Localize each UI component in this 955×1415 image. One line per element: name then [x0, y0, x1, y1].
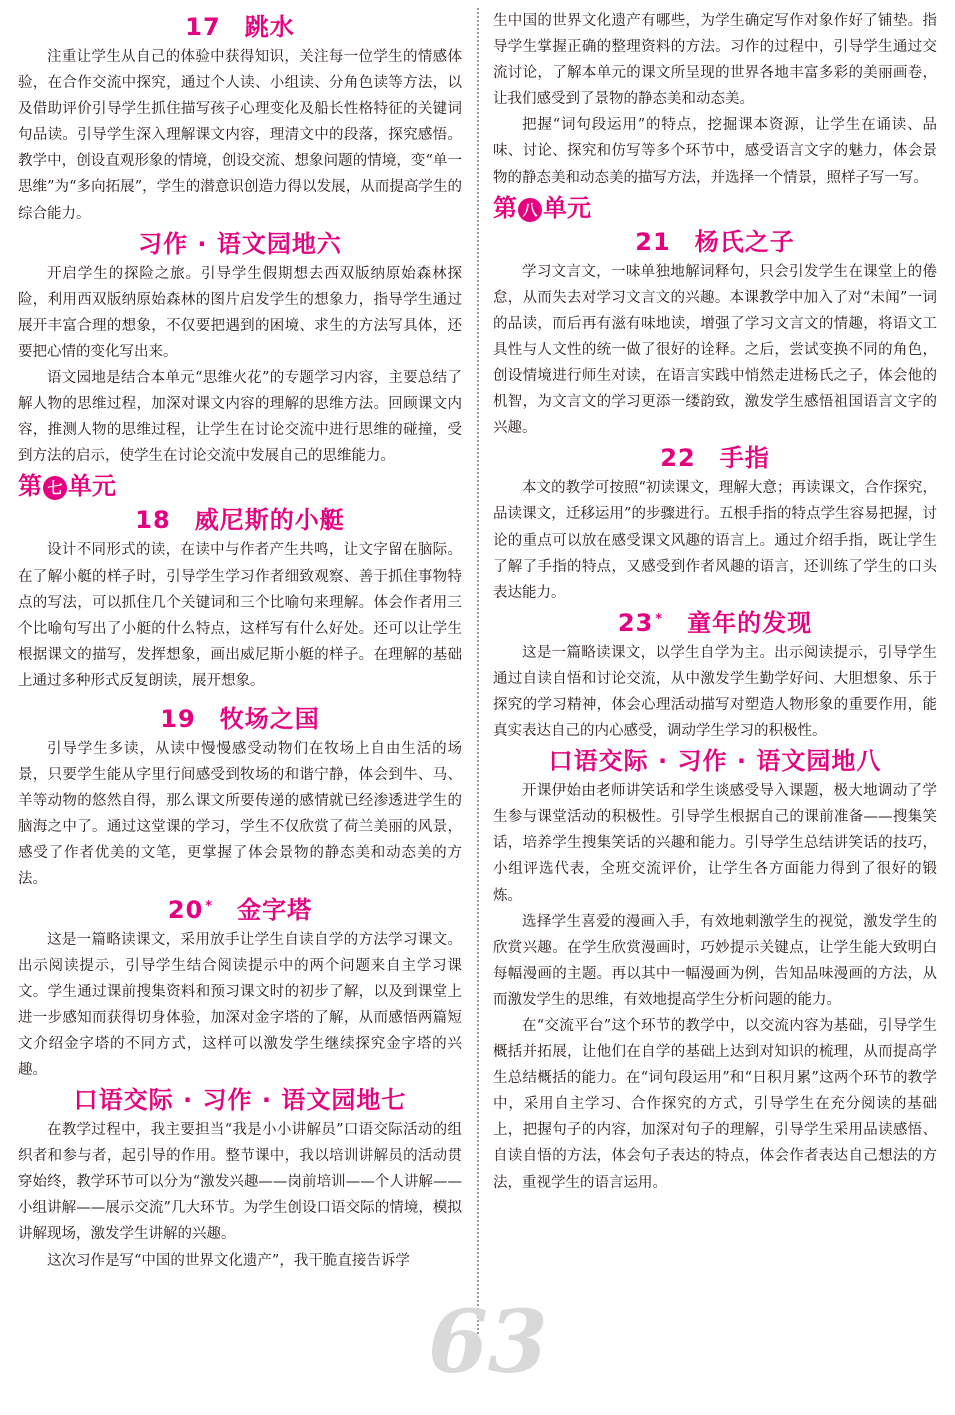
section-title-19: 19 牧场之国: [160, 704, 320, 733]
paragraph: 选择学生喜爱的漫画入手，有效地刺激学生的视觉，激发学生的欣赏兴趣。在学生欣赏漫画时，巧妙提示关键点，让学生能大致明白每幅漫画的主题。再以其中一幅漫画为例，告知品味漫画的方法，从而激发学生的思维，有效地提高学生分析问题的能力。: [493, 913, 937, 1008]
paragraph: 在“交流平台”这个环节的教学中，以交流内容为基础，引导学生概括并拓展，让他们在自学的基础上达到对知识的梳理，从而提高学生总结概括的能力。在“词句段运用”和“日积月累”这两个环节的教学中，采用自主学习、合作探究的方式，引导学生在充分阅读的基础上，把握句子的内容，加深对句子的理解，引导学生采用品读感悟、自读自悟的方法，体会句子表达的特点，体会作者表达自己想法的方法，重视学生的语言运用。: [493, 1018, 937, 1191]
paragraph: 语文园地是结合本单元“思维火花”的专题学习内容，主要总结了解人物的思维过程，加深对课文内容的理解的思维方法。回顾课文内容，推测人物的思维过程，让学生在讨论交流中进行思维的碰撞，受到方法的启示，使学生在讨论交流中发展自己的思维能力。: [18, 370, 462, 465]
paragraph: 学习文言文，一味单独地解词释句，只会引发学生在课堂上的倦怠，从而失去对学习文言文的兴趣。本课教学中加入了对“未闻”一词的品读，而后再有滋有味地读，增强了学习文言文的情趣，将语文工具性与人文性的统一做了很好的诠释。之后，尝试变换不同的角色，创设情境进行师生对读，在语言实践中悄然走进杨氏之子，体会他的机智，为文言文的学习更添一缕韵致，激发学生感悟祖国语言文字的兴趣。: [493, 263, 937, 437]
section-title-writing-6: 习作 · 语文园地六: [138, 229, 342, 258]
paragraph: 设计不同形式的读，在读中与作者产生共鸣，让文字留在脑际。在了解小艇的样子时，引导学生学习作者细致观察、善于抓住事物特点的写法，可以抓住几个关键词和三个比喻句来理解。体会作者用三个比喻句写出了小艇的什么特点，这样写有什么好处。还可以让学生根据课文的描写，发挥想象，画出威尼斯小艇的样子。在理解的基础上通过多种形式反复朗读，展开想象。: [18, 542, 462, 689]
page-number: 63: [428, 1292, 548, 1393]
paragraph: 在教学过程中，我主要担当“我是小小讲解员”口语交际活动的组织者和参与者，起引导的作用。整节课中，我以培训讲解员的活动贯穿始终，教学环节可以分为“激发兴趣——岗前培训——个人讲解——小组讲解——展示交流”几大环节。为学生创设口语交际的情境，模拟讲解现场，激发学生讲解的兴趣。: [18, 1122, 462, 1243]
section-title-23: 23 * 童年的发现: [617, 608, 813, 637]
paragraph: 这次习作是写“中国的世界文化遗产”，我干脆直接告诉学: [47, 1252, 410, 1269]
paragraph: 这是一篇略读课文，采用放手让学生自读自学的方法学习课文。出示阅读提示，引导学生结合阅读提示中的两个问题来自主学习课文。学生通过课前搜集资料和预习课文时的初步了解，以及到课堂上进一步感知而获得切身体验，加深对金字塔的了解，从而感悟两篇短文介绍金字塔的不同方式，这样可以激发学生继续探究金字塔的兴趣。: [18, 931, 462, 1078]
left-column: [18, 0, 462, 1274]
column-divider: [477, 8, 479, 1338]
unit-heading-8: 第 八 单元: [493, 193, 591, 222]
unit-number-badge: 八: [518, 198, 542, 222]
right-column: [493, 0, 937, 1196]
paragraph: 这是一篇略读课文，以学生自学为主。出示阅读提示，引导学生通过自读自悟和讨论交流，从中激发学生勤学好问、大胆想象、乐于探究的学习精神，体会心理活动描写对塑造人物形象的重要作用，能真实表达自己的内心感受，调动学生学习的积极性。: [493, 644, 937, 740]
paragraph: 把握“词句段运用”的特点，挖掘课本资源，让学生在诵读、品味、讨论、探究和仿写等多个环节中，感受语言文字的魅力，体会景物的静态美和动态美的描写方法，并选择一个情景，照样子写一写。: [493, 117, 937, 186]
section-title-oral-7: 口语交际 · 习作 · 语文园地七: [73, 1086, 407, 1115]
unit-heading-7: 第 七 单元: [18, 472, 116, 501]
paragraph: 开启学生的探险之旅。引导学生假期想去西双版纳原始森林探险，利用西双版纳原始森林的图片启发学生的想象力，指导学生通过展开丰富合理的想象，不仅要把遇到的困境、求生的方法写具体，还要把心情的变化写出来。: [18, 265, 462, 360]
paragraph: 注重让学生从自己的体验中获得知识，关注每一位学生的情感体验，在合作交流中探究，通过个人读、小组读、分角色读等方法，以及借助评价引导学生抓住描写孩子心理变化及船长性格特征的关键词句品读。引导学生深入理解课文内容，理清文中的段落，探究感悟。教学中，创设直观形象的情境，创设交流、想象问题的情境，变“单一思维”为“多向拓展”，学生的潜意识创造力得以发展，从而提高学生的综合能力。: [18, 49, 462, 222]
section-title-21: 21 杨氏之子: [635, 227, 795, 256]
section-title-18: 18 威尼斯的小艇: [135, 506, 345, 535]
section-title-17: 17 跳水: [185, 13, 295, 41]
section-title-oral-8: 口语交际 · 习作 · 语文园地八: [548, 747, 882, 776]
paragraph: 本文的教学可按照“初读课文，理解大意；再读课文，合作探究，品读课文，迁移运用”的步骤进行。五根手指的特点学生容易把握，讨论的重点可以放在感受课文风趣的语言上。通过介绍手指，既让学生了解了手指的特点，又感受到作者风趣的语言，还训练了学生的口头表达能力。: [493, 480, 937, 601]
paragraph: 引导学生多读，从读中慢慢感受动物们在牧场上自由生活的场景，只要学生能从字里行间感受到牧场的和谐宁静，体会到牛、马、羊等动物的悠然自得，那么课文所要传递的感情就已经渗透进学生的脑海之中了。通过这堂课的学习，学生不仅欣赏了荷兰美丽的风景，感受了作者优美的文笔，更掌握了体会景物的静态美和动态美的方法。: [18, 740, 462, 888]
section-title-20: 20 * 金字塔: [167, 895, 313, 924]
paragraph: 开课伊始由老师讲笑话和学生谈感受导入课题，极大地调动了学生参与课堂活动的积极性。引导学生根据自己的课前准备——搜集笑话，培养学生搜集笑话的兴趣和能力。引导学生总结讲笑话的技巧，小组评选代表，全班交流评价，让学生各方面能力得到了很好的锻炼。: [493, 783, 937, 904]
paragraph-continued: 生中国的世界文化遗产有哪些，为学生确定写作对象作好了铺垫。指导学生掌握正确的整理资料的方法。习作的过程中，引导学生通过交流讨论，了解本单元的课文所呈现的世界各地丰富多彩的美丽画卷，让我们感受到了景物的静态美和动态美。: [493, 13, 937, 108]
section-title-22: 22 手指: [660, 444, 770, 473]
unit-number-badge: 七: [43, 476, 67, 500]
